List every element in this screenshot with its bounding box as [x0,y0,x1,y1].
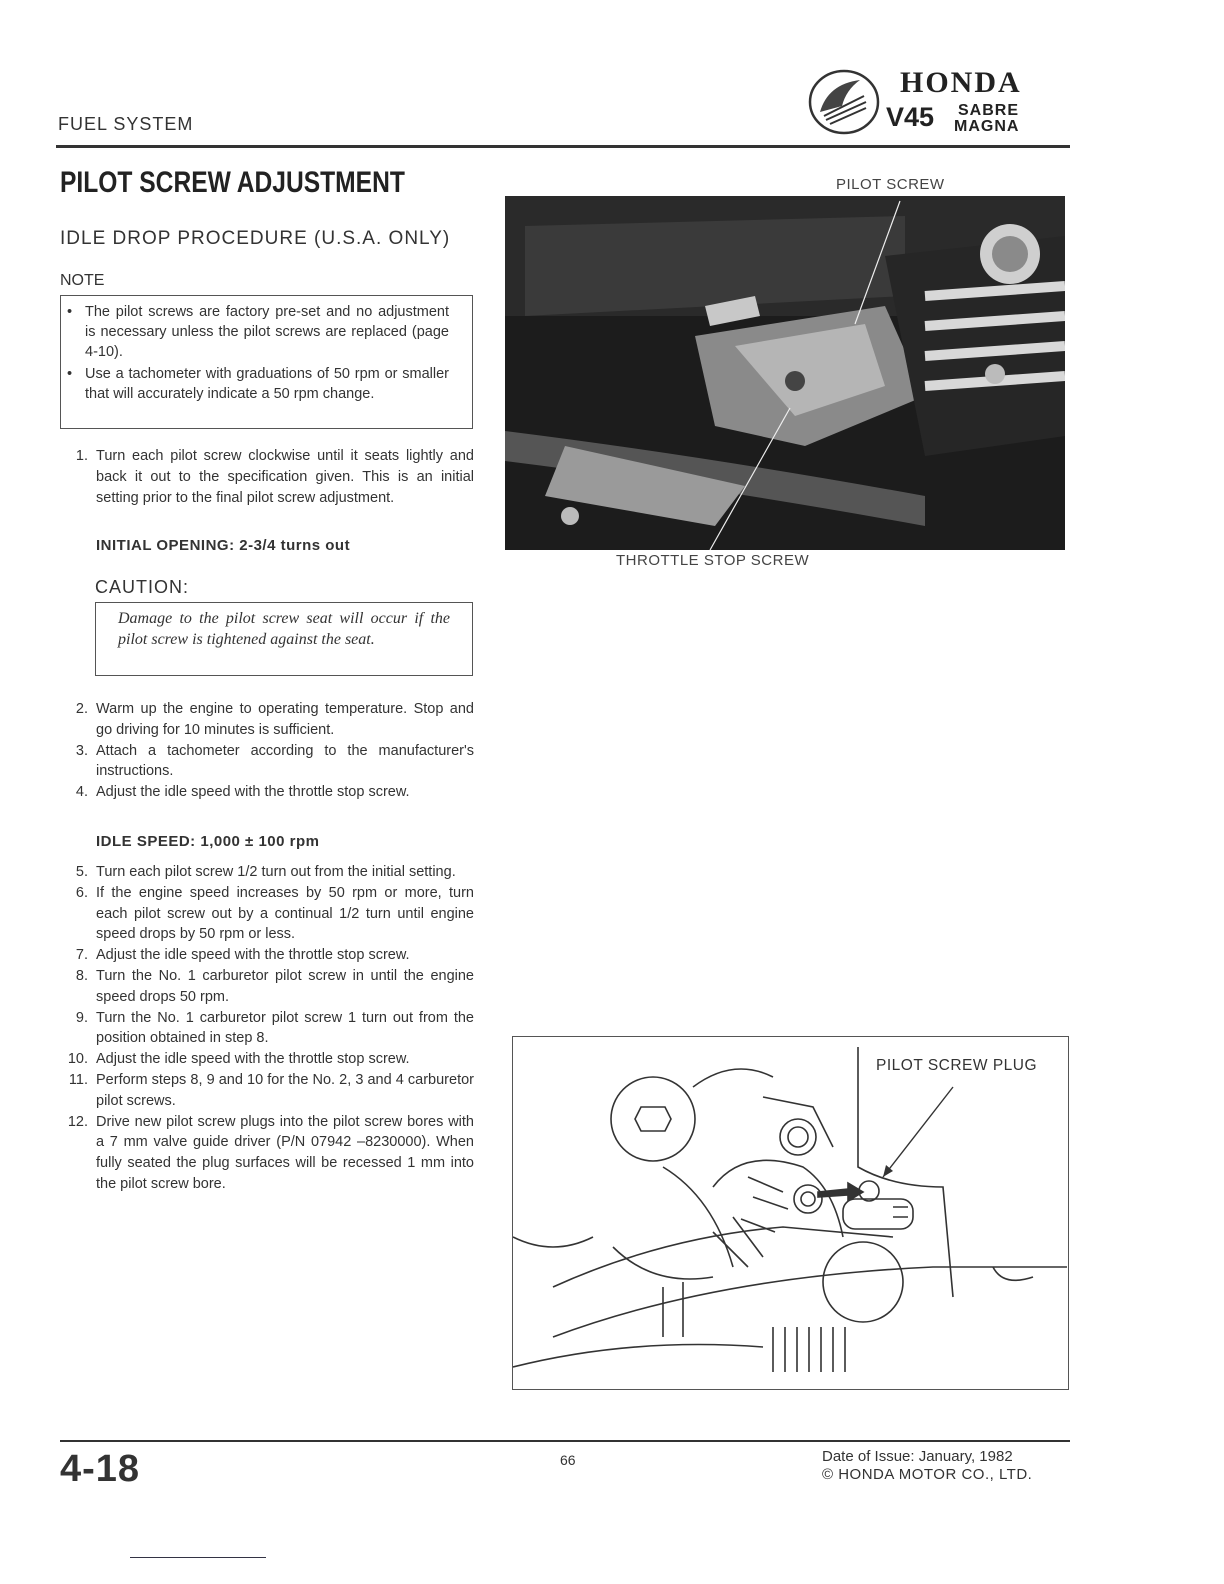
caution-box [95,602,473,676]
pilot-screw-plug-diagram [512,1036,1069,1390]
step-item: 11. Perform steps 8, 9 and 10 for the No. 2, 3 and 4 carburetor pilot screws. [68,1071,474,1109]
steps-group-1 [60,446,474,508]
steps-group-2 [60,699,474,803]
section-label: FUEL SYSTEM [58,114,194,134]
step-item: 3. Attach a tachometer according to the manufacturer's instructions. [75,742,474,780]
variant-magna: MAGNA [954,118,1020,135]
model-name: V45 [886,102,935,132]
carburetor-line-drawing [513,1037,1067,1388]
honda-wing-icon [806,66,882,136]
note-box [60,295,473,429]
brand-name: HONDA [900,66,1022,99]
initial-opening-spec: INITIAL OPENING: 2-3/4 turns out [96,537,351,554]
carburetor-photo [505,196,1065,550]
step-item: 4. Adjust the idle speed with the throttle stop screw. [75,784,410,801]
steps-group-3 [60,862,474,1195]
step-item: 6. If the engine speed increases by 50 rpm or more, turn each pilot screw out by a continual 1/2 turn until engine speed drops by 50 rpm or less. [75,884,474,943]
step-item: 9. Turn the No. 1 carburetor pilot screw 1 turn out from the position obtained in step 8. [75,1009,474,1047]
step-item: 10. Adjust the idle speed with the throttle stop screw. [67,1051,410,1068]
variant-sabre: SABRE [958,102,1020,119]
caution-text: Damage to the pilot screw seat will occur if the pilot screw is tightened against the seat. [118,610,450,648]
footer-rule [60,1440,1070,1442]
caution-label: CAUTION: [95,577,190,597]
edge-mark [130,1557,266,1558]
procedure-subtitle: IDLE DROP PROCEDURE (U.S.A. ONLY) [60,228,451,249]
note-item: • The pilot screws are factory pre-set and no adjustment is necessary unless the pilot screws are replaced (page 4-10). [85,302,449,362]
page-title: PILOT SCREW ADJUSTMENT [60,166,405,199]
pilot-screw-label: PILOT SCREW [836,176,945,193]
page-number: 4-18 [60,1448,141,1490]
step-item: 1. Turn each pilot screw clockwise until it seats lightly and back it out to the specification given. This is an initial setting prior to the final pilot screw adjustment. [75,448,474,506]
step-item: 8. Turn the No. 1 carburetor pilot screw in until the engine speed drops 50 rpm. [75,967,474,1005]
sheet-number: 66 [560,1452,576,1468]
throttle-stop-screw-label: THROTTLE STOP SCREW [616,552,810,569]
note-label: NOTE [60,272,105,289]
issue-date: Date of Issue: January, 1982 [822,1448,1013,1465]
step-item: 12. Drive new pilot screw plugs into the pilot screw bores with a 7 mm valve guide driver (P/N 07942 –8230000). When fully seated the plug surfaces will be recessed 1 mm into the pilot screw bore. [67,1113,474,1192]
pilot-screw-plug-label: PILOT SCREW PLUG [876,1057,1038,1074]
step-item: 7. Adjust the idle speed with the throttle stop screw. [75,947,410,964]
honda-logo [806,66,1066,136]
header-rule [56,145,1070,148]
step-item: 5. Turn each pilot screw 1/2 turn out from the initial setting. [75,864,456,880]
step-item: 2. Warm up the engine to operating temperature. Stop and go driving for 10 minutes is sufficient. [75,701,474,738]
copyright: © HONDA MOTOR CO., LTD. [822,1466,1033,1483]
idle-speed-spec: IDLE SPEED: 1,000 ± 100 rpm [96,833,320,850]
note-item: • Use a tachometer with graduations of 50 rpm or smaller that will accurately indicate a 50 rpm change. [85,364,449,404]
